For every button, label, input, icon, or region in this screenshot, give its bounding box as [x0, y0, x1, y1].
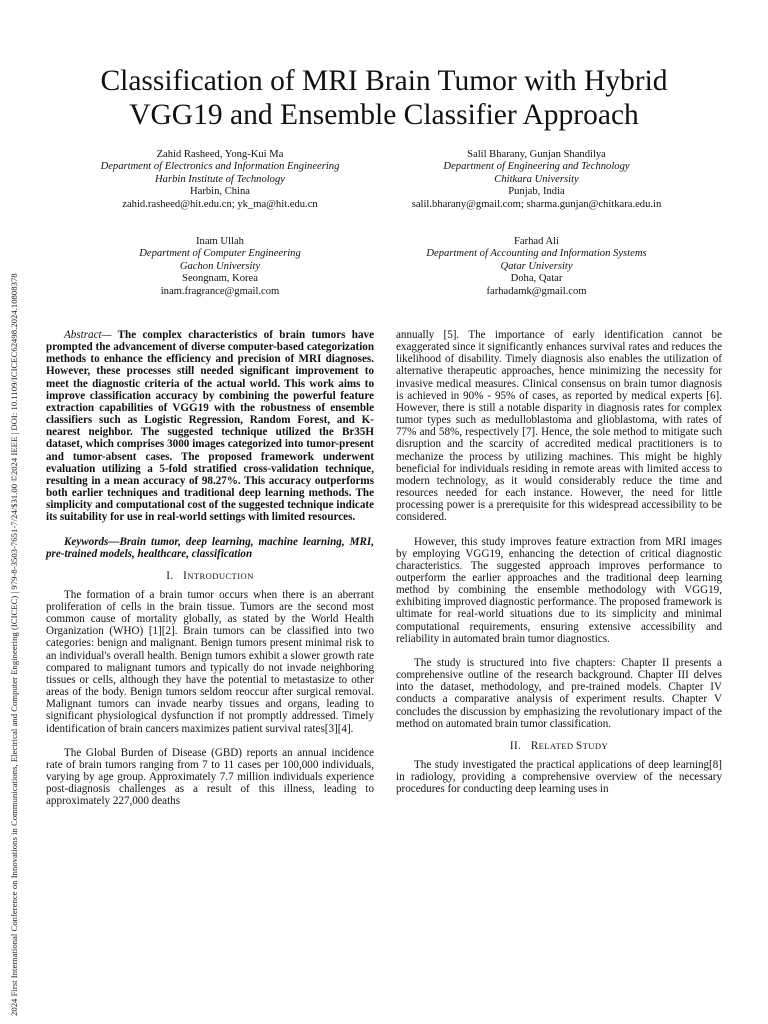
- author-location: Seongnam, Korea: [182, 273, 258, 285]
- author-department: Department of Accounting and Information Systems: [426, 248, 647, 260]
- author-names: Farhad Ali: [513, 236, 560, 247]
- author-names: Salil Bharany, Gunjan Shandilya: [467, 149, 606, 160]
- author-email: inam.fragrance@gmail.com: [160, 285, 280, 297]
- body-paragraph: The study is structured into five chapters: Chapter II presents a comprehensive outline of the research background. Chapter III delves into the dataset, methodology, and pre-trained models. Chapter IV conducts a comparative analysis of experiment results. Chapter V concludes the discussion by emphasizing the revolutionary impact of the method on automated brain tumor classification.: [396, 656, 722, 730]
- author-email: zahid.rasheed@hit.edu.cn; yk_ma@hit.edu.cn: [122, 198, 318, 210]
- section-heading-related-study: II. RELATED STUDY: [509, 739, 609, 752]
- author-block-3: [55, 236, 385, 298]
- author-institution: Chitkara University: [494, 173, 579, 185]
- body-paragraph: However, this study improves feature extraction from MRI images by employing VGG19, enhancing the detection of critical diagnostic characteristics. The suggested approach improves performance to outperform the earlier approaches and the traditional deep learning method by combining the ensemble methodology with VGG19, exhibiting improved diagnostic performance. The proposed framework is ultimate for real-world situations due to its simplicity and minimal computational requirements, ensuring extensive accessibility and reliability in automated brain tumor diagnostics.: [396, 535, 722, 645]
- author-department: Department of Computer Engineering: [139, 248, 301, 260]
- section-heading-introduction: I. INTRODUCTION: [166, 569, 254, 582]
- abstract-label: Abstract—: [64, 329, 112, 341]
- author-names: Zahid Rasheed, Yong-Kui Ma: [156, 149, 284, 160]
- paper-title: [40, 64, 728, 132]
- author-block-2: [364, 149, 709, 211]
- author-institution: Gachon University: [179, 260, 261, 272]
- body-paragraph: The formation of a brain tumor occurs when there is an aberrant proliferation of cells in the brain tissue. Tumors are the second most common cause of mortality globally, as stated by the World Health Organization (WHO) [1][2]. Brain tumors can be classified into two categories: benign and malignant. Benign tumors present minimal risk to an individual's overall health. Benign tumors exhibit a slower growth rate compared to malignant tumors and typically do not invade neighboring tissues or cells, although they have the potential to metastasize to other areas of the body. Benign tumors seldom reoccur after surgical removal. Malignant tumors can invade nearby tissues and organs, leading to significant physiological dysfunction if not promptly addressed. Timely identification of brain cancers maximizes patient survival rates[3][4].: [46, 588, 374, 735]
- author-institution: Qatar University: [500, 260, 573, 272]
- author-block-4: [364, 236, 709, 298]
- abstract-text: The complex characteristics of brain tumors have prompted the advancement of diverse computer-based categorization methods to enhance the efficiency and precision of MRI diagnoses. However, these processes still needed significant improvement to meet the diagnostic criteria of the actual world. This work aims to improve classification accuracy by combining the powerful feature extraction capabilities of VGG19 with the robustness of ensemble classifiers such as Logistic Regression, Random Forest, and K-nearest neighbor. The suggested technique utilized the Br35H dataset, which comprises 3000 images categorized into tumor-present and tumor-absent cases. The proposed framework underwent evaluation utilizing a 5-fold stratified cross-validation technique, resulting in a mean accuracy of 98.27%. This accuracy outperforms both earlier techniques and traditional deep learning methods. The simplicity and computational cost of the suggested technique indicate its suitability for use in real-world settings with limited resources.: [46, 329, 374, 524]
- author-block-1: [55, 149, 385, 211]
- author-department: Department of Electronics and Information Engineering: [100, 161, 340, 173]
- author-email: farhadamk@gmail.com: [486, 285, 587, 297]
- body-paragraph: The Global Burden of Disease (GBD) reports an annual incidence rate of brain tumors ranging from 7 to 11 cases per 100,000 individuals, varying by age group. Approximately 7.7 million individuals experience post-diagnosis challenges as a result of this illness, leading to approximately 227,000 deaths: [46, 746, 374, 808]
- author-names: Inam Ullah: [196, 236, 244, 247]
- author-location: Doha, Qatar: [510, 273, 563, 285]
- author-department: Department of Engineering and Technology: [443, 161, 630, 173]
- author-location: Harbin, China: [189, 186, 251, 198]
- abstract: [46, 329, 374, 524]
- body-paragraph: annually [5]. The importance of early identification cannot be exaggerated since it significantly enhances survival rates and reduces the likelihood of disability. Timely diagnosis also enables the utilization of alternative therapeutic approaches, hence minimizing the necessity for invasive medical measures. Clinical consensus on brain tumor diagnosis is achieved in 90% - 95% of cases, as reported by medical experts [6]. However, there is still a notable disparity in diagnosis rates for complex tumor types such as medulloblastoma and glioblastoma, with rates of 77% and 58%, respectively [7]. Hence, the sole method to mitigate such disruption and the scarcity of accredited medical practitioners is to mechanize the process by utilizing machines. This might be highly beneficial for individuals residing in remote areas with limited access to modern technology, as it would considerably reduce the time and resources needed for each instance. However, the need for little processing power is a prerequisite for this widespread accessibility to be considered.: [396, 329, 722, 524]
- author-location: Punjab, India: [508, 186, 565, 198]
- paper-title-line-1: Classification of MRI Brain Tumor with Hybrid: [100, 65, 668, 97]
- author-email: salil.bharany@gmail.com; sharma.gunjan@chitkara.edu.in: [411, 198, 662, 210]
- right-column: [396, 329, 722, 795]
- body-paragraph: The study investigated the practical applications of deep learning[8] in radiology, providing a comprehensive overview of the necessary procedures for conducting deep learning uses in: [396, 758, 722, 796]
- keywords: Keywords—Brain tumor, deep learning, machine learning, MRI, pre-trained models, healthcare, classification: [46, 535, 374, 560]
- conference-doi-text: 2024 First International Conference on Innovations in Communications, Electrical and Computer Engineering (ICICEC) | 979-8-3503-7651-7/24/$31.00 ©2024 IEEE | DOI: 10.1109/ICICEC62498.2024.10808378: [9, 273, 19, 1016]
- author-institution: Harbin Institute of Technology: [155, 173, 285, 185]
- left-column: [46, 329, 374, 807]
- paper-title-line-2: VGG19 and Ensemble Classifier Approach: [129, 99, 639, 131]
